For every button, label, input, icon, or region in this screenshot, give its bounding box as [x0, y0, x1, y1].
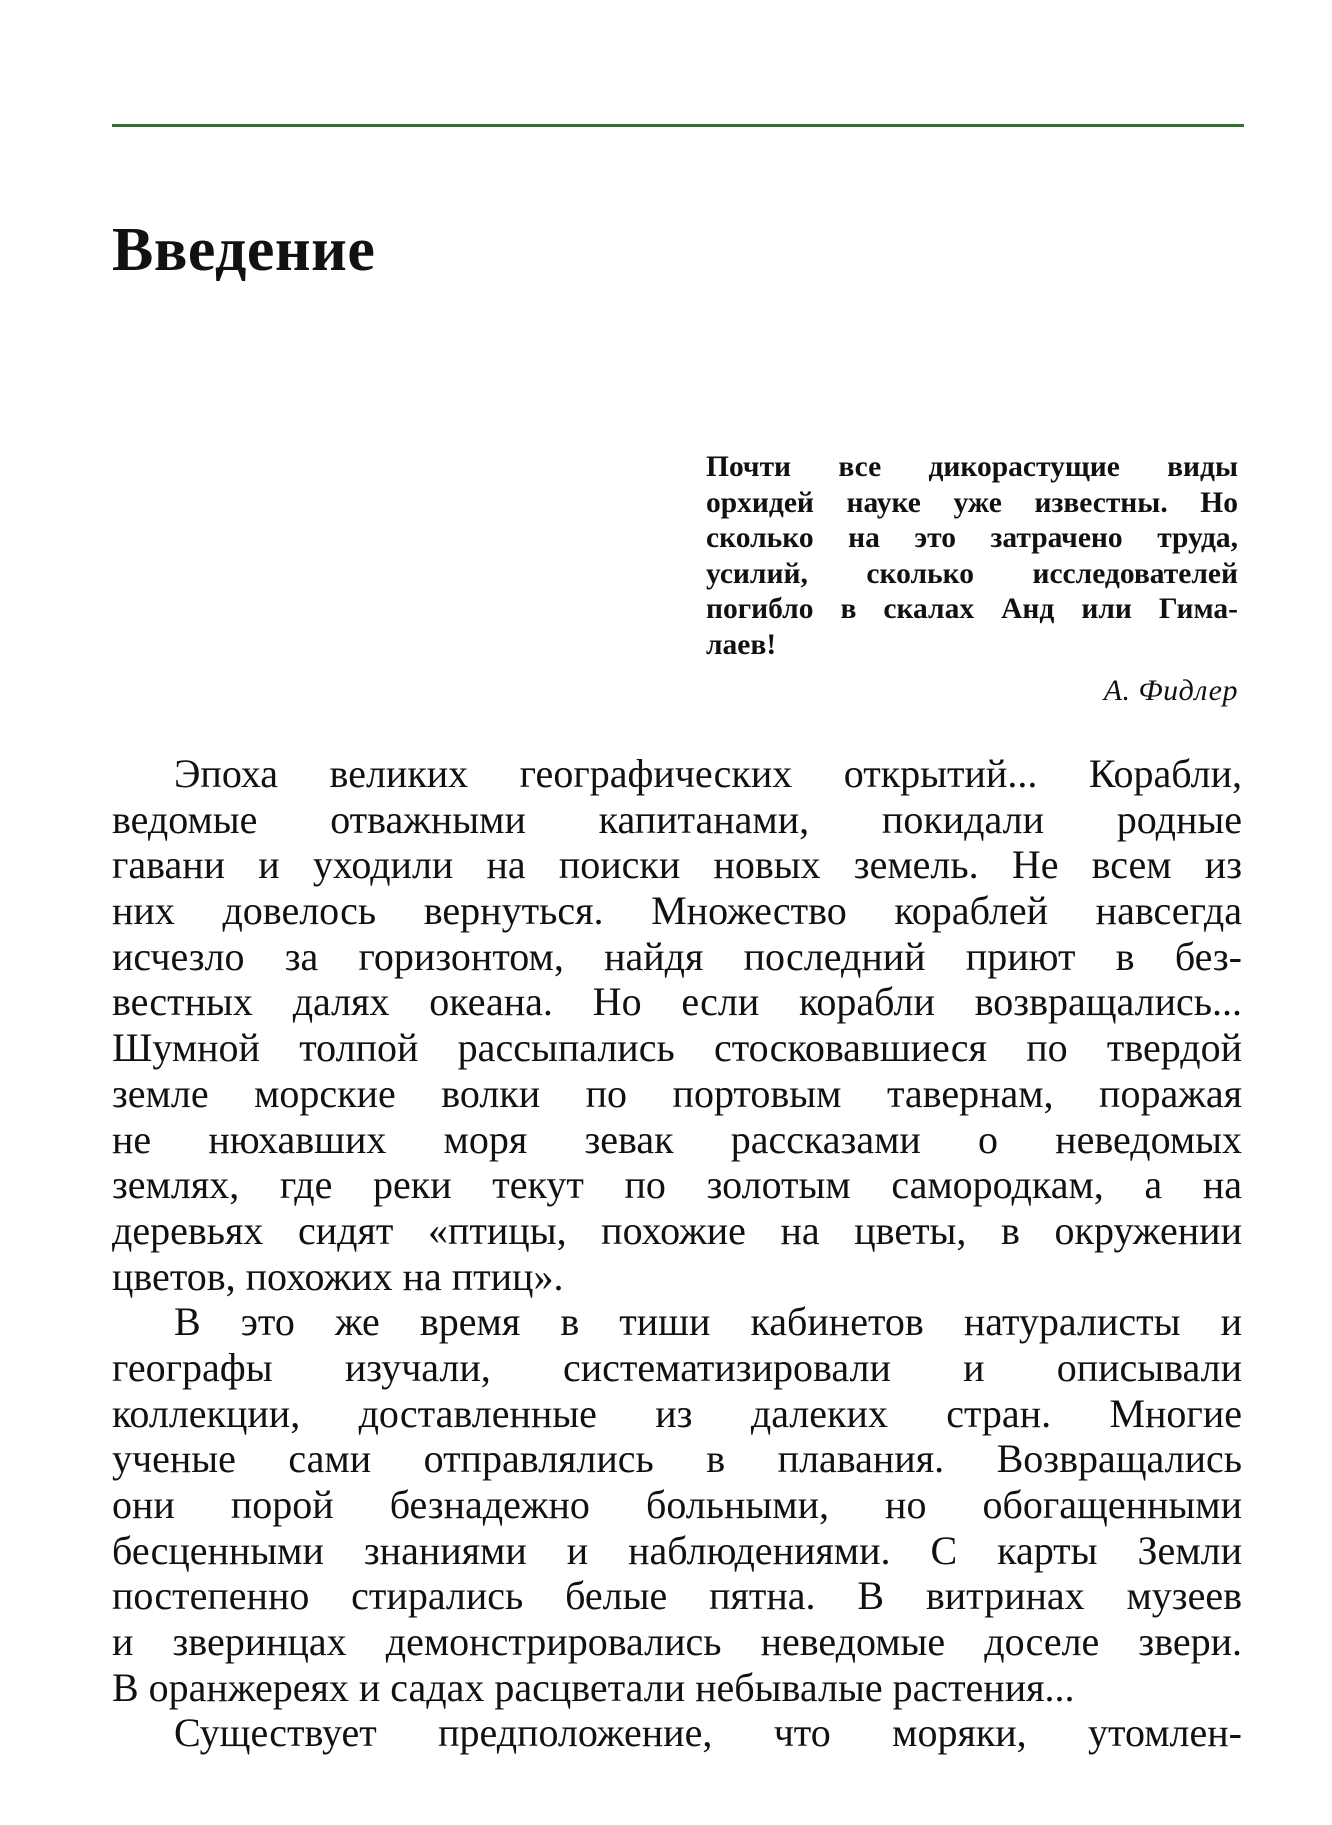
epigraph-author: А. Фидлер — [1103, 673, 1238, 707]
paragraph-line: коллекции, доставленные из далеких стран. Многие — [112, 1390, 1242, 1436]
epigraph-line: усилий, сколько исследователей — [706, 557, 1238, 590]
paragraph-line: географы изучали, систематизировали и описывали — [112, 1344, 1242, 1390]
epigraph-line: Почти все дикорастущие виды — [706, 451, 1238, 483]
paragraph-line: ведомые отважными капитанами, покидали родные — [112, 796, 1242, 842]
epigraph-line: лаев! — [706, 628, 777, 661]
paragraph-line: них довелось вернуться. Множество кораблей навсегда — [112, 888, 1242, 934]
paragraph-line: вестных далях океана. Но если корабли возвращались... — [112, 979, 1242, 1025]
paragraph-line: Эпоха великих географических открытий... Корабли, — [174, 751, 1242, 796]
paragraph-line: гавани и уходили на поиски новых земель. Не всем из — [112, 842, 1242, 888]
paragraph-line: они порой безнадежно больными, но обогащенными — [112, 1482, 1242, 1527]
chapter-title: Введение — [112, 216, 376, 284]
paragraph-line: В оранжереях и садах расцветали небывалые растения... — [112, 1664, 1075, 1710]
paragraph-line: постепенно стирались белые пятна. В витринах музеев — [112, 1573, 1242, 1619]
epigraph — [706, 450, 1238, 709]
paragraph-line: цветов, похожих на птиц». — [112, 1253, 564, 1299]
paragraph-line: Существует предположение, что моряки, утомлен- — [174, 1710, 1242, 1756]
paragraph-line: исчезло за горизонтом, найдя последний приют в без- — [112, 933, 1242, 979]
paragraph-line: и зверинцах демонстрировались неведомые доселе звери. — [112, 1619, 1242, 1665]
epigraph-line: сколько на это затрачено труда, — [706, 522, 1238, 555]
paragraph-line: не нюхавших моря зевак рассказами о неведомых — [112, 1116, 1242, 1162]
paragraph-line: землях, где реки текут по золотым самородкам, а на — [112, 1162, 1242, 1208]
paragraph-line: деревьях сидят «птицы, похожие на цветы, в окружении — [112, 1207, 1242, 1253]
top-rule — [112, 124, 1244, 127]
paragraph-line: Шумной толпой рассыпались стосковавшиеся по твердой — [112, 1025, 1242, 1071]
body-text — [112, 751, 1242, 1756]
epigraph-line: погибло в скалах Анд или Гима- — [706, 593, 1238, 626]
paragraph-line: В это же время в тиши кабинетов натуралисты и — [174, 1299, 1242, 1345]
paragraph-line: ученые сами отправлялись в плавания. Возвращались — [112, 1436, 1242, 1482]
paragraph-line: земле морские волки по портовым тавернам, поражая — [112, 1070, 1242, 1116]
epigraph-line: орхидей науке уже известны. Но — [706, 486, 1238, 519]
paragraph-line: бесценными знаниями и наблюдениями. С карты Земли — [112, 1527, 1242, 1573]
